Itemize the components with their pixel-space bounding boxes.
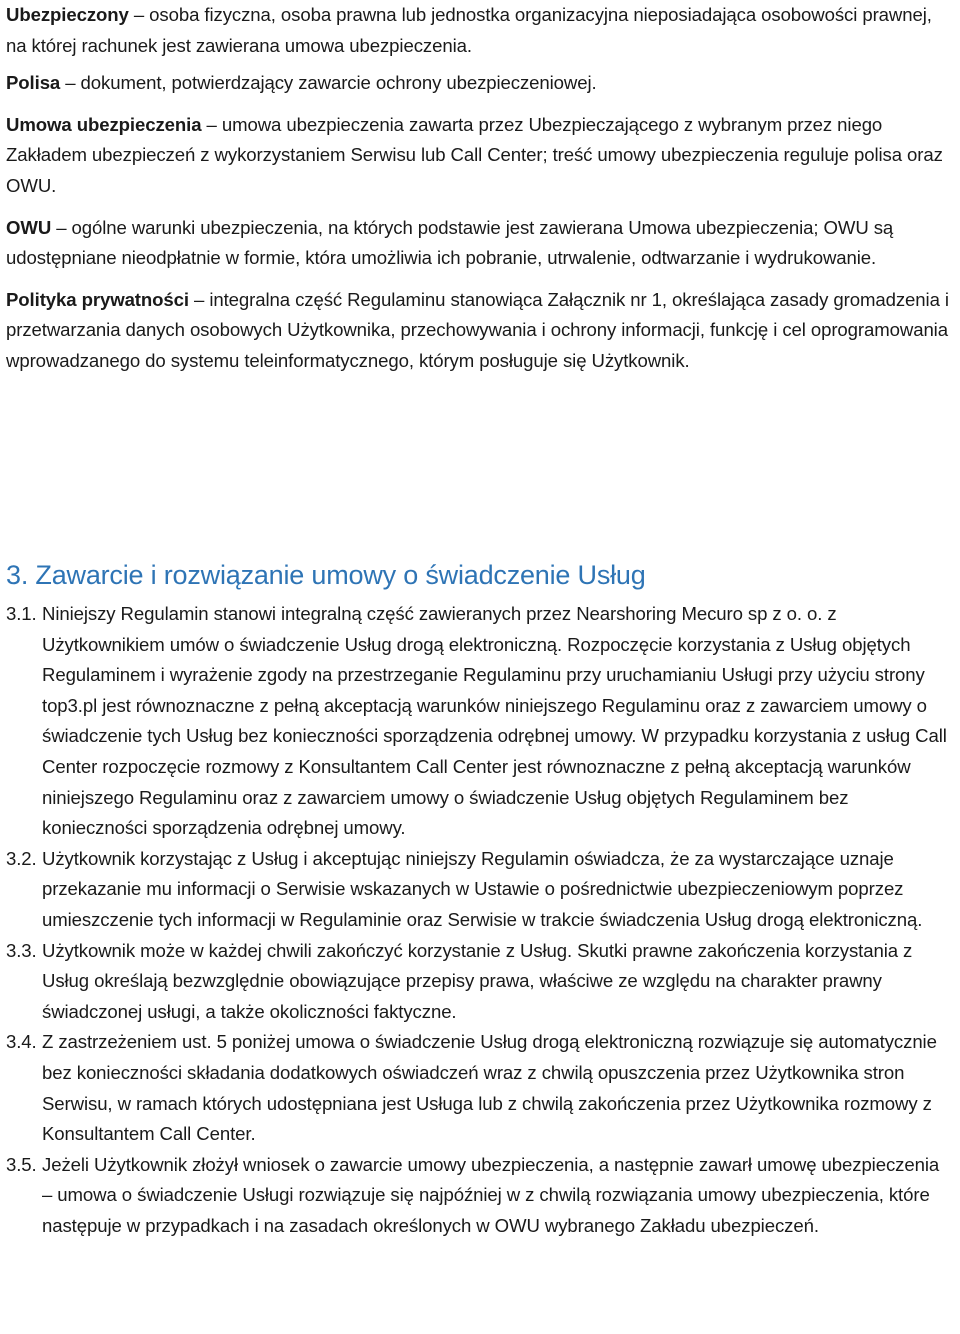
definition-text: – ogólne warunki ubezpieczenia, na których podstawie jest zawierana Umowa ubezpieczenia; OWU są udostępniane nieodpłatnie w formie, która umożliwia ich pobranie, utrwalenie, odtwarzanie i wydrukowanie. — [6, 216, 894, 269]
clause-text: Użytkownik korzystając z Usług i akceptując niniejszy Regulamin oświadcza, że za wystarczające uznaje przekazanie mu informacji o Serwisie wskazanych w Ustawie o pośrednictwie ubezpieczeniowym poprzez umieszczenie tych informacji w Regulaminie oraz Serwisie w trakcie świadczenia Usług drogą elektroniczną. — [42, 847, 923, 930]
clause-number: 3.1. — [6, 603, 37, 624]
definition-polityka-prywatnosci — [6, 285, 954, 377]
definition-term: Polityka prywatności — [6, 288, 189, 310]
definition-umowa-ubezpieczenia — [6, 110, 954, 202]
clause-number: 3.4. — [6, 1031, 37, 1053]
clause-3-2 — [6, 844, 954, 936]
clause-text: Niniejszy Regulamin stanowi integralną część zawieranych przez Nearshoring Mecuro sp z o. o. z Użytkownikiem umów o świadczenie Usług drogą elektroniczną. Rozpoczęcie korzystania z Usług objętych Regulaminem i wyrażenie zgody na przestrzeganie Regulaminu przy uruchamianiu Usługi przy użyciu strony top3.pl jest równoznaczne z pełną akceptacją warunków niniejszego Regulaminu oraz z zawarciem umowy o świadczenie tych Usług bez konieczności sporządzenia odrębnej umowy. W przypadku korzystania z usług Call Center rozpoczęcie rozmowy z Konsultantem Call Center jest równoznaczne z pełną akceptacją warunków niniejszego Regulaminu oraz z zawarciem umowy o świadczenie Usług objętych Regulaminem bez konieczności sporządzenia odrębnej umowy. — [42, 603, 947, 839]
definition-owu — [6, 213, 954, 274]
definition-text: – dokument, potwierdzający zawarcie ochrony ubezpieczeniowej. — [60, 72, 597, 94]
definition-term: Umowa ubezpieczenia — [6, 113, 202, 135]
section-heading: 3. Zawarcie i rozwiązanie umowy o świadczenie Usług — [6, 560, 646, 590]
clause-text: Z zastrzeżeniem ust. 5 poniżej umowa o świadczenie Usług drogą elektroniczną rozwiązuje się automatycznie bez konieczności składania dodatkowych oświadczeń wraz z chwilą opuszczenia przez Użytkownika stron Serwisu, w ramach których udostępniana jest Usługa lub z chwilą zakończenia przez Użytkownika rozmowy z Konsultantem Call Center. — [42, 1031, 937, 1145]
clause-text: Jeżeli Użytkownik złożył wniosek o zawarcie umowy ubezpieczenia, a następnie zawarł umowę ubezpieczenia – umowa o świadczenie Usługi rozwiązuje się najpóźniej w z chwilą rozwiązania umowy ubezpieczenia, które następuje w przypadkach i na zasadach określonych w OWU wybranego Zakładu ubezpieczeń. — [42, 1153, 940, 1236]
clause-3-3 — [6, 936, 954, 1028]
definition-polisa — [6, 68, 954, 99]
clause-text: Użytkownik może w każdej chwili zakończyć korzystanie z Usług. Skutki prawne zakończenia korzystania z Usług określają bezwzględnie obowiązujące przepisy prawa, właściwe ze względu na charakter prawny świadczonej usługi, a także okoliczności faktyczne. — [42, 939, 913, 1022]
clause-number: 3.3. — [6, 939, 37, 961]
definition-text: – integralna część Regulaminu stanowiąca Załącznik nr 1, określająca zasady gromadzenia i przetwarzania danych osobowych Użytkownika, przechowywania i ochrony informacji, funkcję i cel oprogramowania wprowadzanego do systemu teleinformatycznego, którym posługuje się Użytkownik. — [6, 288, 949, 371]
clause-number: 3.5. — [6, 1153, 37, 1175]
definition-term: Ubezpieczony — [6, 4, 129, 25]
definition-text: – osoba fizyczna, osoba prawna lub jednostka organizacyjna nieposiadająca osobowości prawnej, na której rachunek jest zawierana umowa ubezpieczenia. — [6, 4, 932, 56]
clause-3-5 — [6, 1150, 954, 1242]
clause-number: 3.2. — [6, 847, 37, 869]
clause-3-1 — [6, 599, 954, 844]
definition-term: Polisa — [6, 72, 61, 94]
definition-ubezpieczony — [6, 0, 954, 61]
definition-text: – umowa ubezpieczenia zawarta przez Ubezpieczającego z wybranym przez niego Zakładem ubezpieczeń z wykorzystaniem Serwisu lub Call Center; treść umowy ubezpieczenia reguluje polisa oraz OWU. — [6, 113, 943, 196]
clause-3-4 — [6, 1027, 954, 1149]
clause-list — [6, 599, 954, 1241]
definitions-block — [6, 0, 954, 377]
definition-term: OWU — [6, 216, 52, 238]
